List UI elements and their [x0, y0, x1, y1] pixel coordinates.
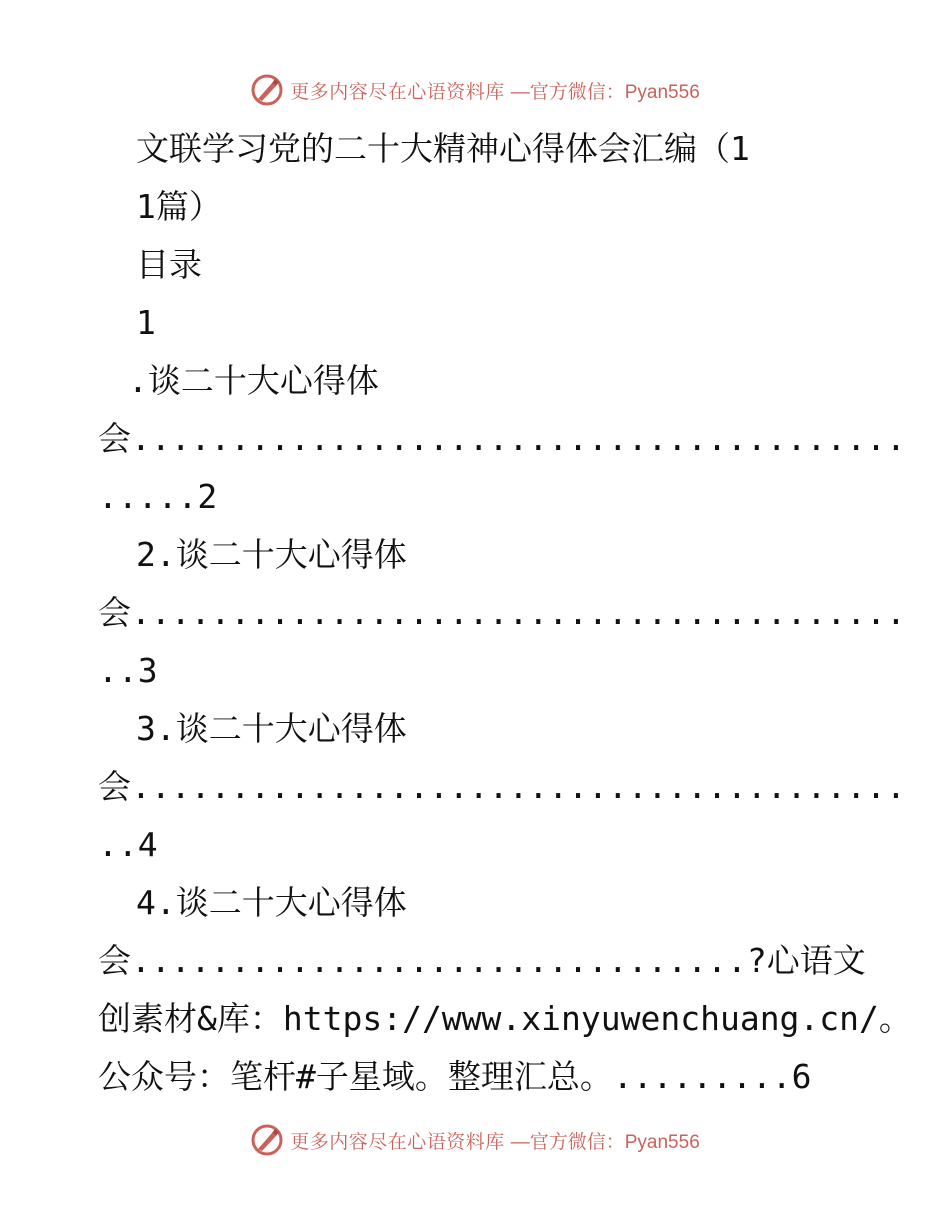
toc-line: 会...............................?心语文 — [98, 941, 866, 980]
header-watermark — [0, 70, 950, 110]
pen-logo-icon — [250, 1123, 284, 1157]
pen-logo-icon — [250, 73, 284, 107]
toc-line: .....2 — [98, 477, 218, 516]
toc-line: 创素材&库：https://www.xinyuwenchuang.cn/。 — [98, 999, 912, 1038]
watermark-slogan: 更多内容尽在心语资料库 — [290, 1130, 505, 1153]
toc-line: 会....................................... — [98, 593, 906, 632]
watermark-slogan: 更多内容尽在心语资料库 — [290, 80, 505, 103]
toc-line: ..4 — [98, 825, 158, 864]
toc-line: 会....................................... — [98, 767, 906, 806]
toc-line: 会....................................... — [98, 419, 906, 458]
watermark-wechat: —官方微信：Pyan556 — [510, 81, 700, 103]
toc-line: ..3 — [98, 651, 158, 690]
toc-line: 公众号：笔杆#子星域。整理汇总。.........6 — [98, 1057, 812, 1096]
toc-line: .谈二十大心得体 — [128, 361, 379, 400]
toc-heading: 目录 — [136, 245, 202, 284]
document-title-line-2: 1篇） — [136, 187, 222, 226]
footer-watermark — [0, 1120, 950, 1160]
toc-line: 4.谈二十大心得体 — [136, 883, 407, 922]
toc-line: 2.谈二十大心得体 — [136, 535, 407, 574]
toc-line: 1 — [136, 303, 156, 342]
watermark-wechat: —官方微信：Pyan556 — [510, 1131, 700, 1153]
toc-line: 3.谈二十大心得体 — [136, 709, 407, 748]
document-title-line-1: 文联学习党的二十大精神心得体会汇编（1 — [136, 129, 750, 168]
